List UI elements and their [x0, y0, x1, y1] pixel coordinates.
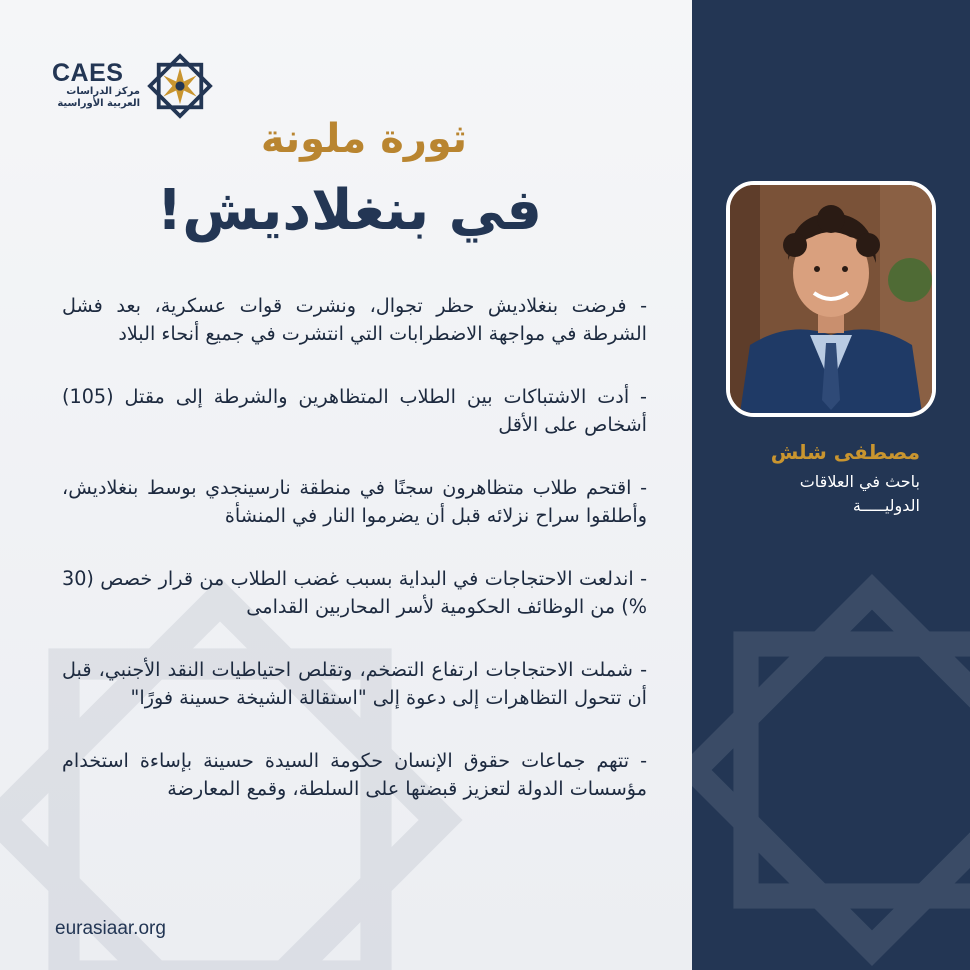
- author-portrait-illustration: [730, 185, 932, 413]
- author-name: مصطفى شلش: [770, 440, 920, 464]
- bullet-item: - تتهم جماعات حقوق الإنسان حكومة السيدة حسينة بإساءة استخدام مؤسسات الدولة لتعزيز قبضتها على السلطة، وقمع المعارضة: [62, 749, 647, 800]
- logo-subtitle-line2: العربية الأوراسية: [57, 98, 140, 109]
- author-role-line2: الدوليـــــة: [852, 496, 920, 515]
- logo-subtitle-line1: مركز الدراسات: [66, 86, 140, 97]
- side-star-watermark-icon: [692, 560, 970, 970]
- bullet-item: - شملت الاحتجاجات ارتفاع التضخم، وتقلص احتياطيات النقد الأجنبي، قبل أن تتحول التظاهرات إلى دعوة إلى "استقالة الشيخة حسينة فورًا": [62, 658, 647, 709]
- bullet-list: [62, 292, 647, 838]
- bullet-item: - اندلعت الاحتجاجات في البداية بسبب غضب الطلاب من قرار خصص (30 %) من الوظائف الحكومية لأسر المحاربين القدامى: [62, 567, 647, 618]
- caes-logo[interactable]: [52, 46, 222, 126]
- author-role-line1: باحث في العلاقات: [799, 472, 920, 491]
- author-photo: [726, 181, 936, 417]
- eight-point-star-logo-icon: [142, 48, 218, 124]
- author-role: [720, 470, 920, 518]
- bullet-item: - فرضت بنغلاديش حظر تجوال، ونشرت قوات عسكرية، بعد فشل الشرطة في مواجهة الاضطرابات التي انتشرت في جميع أنحاء البلاد: [62, 294, 647, 345]
- title-line1: ثورة ملونة: [260, 116, 467, 162]
- bullet-item: - أدت الاشتباكات بين الطلاب المتظاهرين والشرطة إلى مقتل (105) أشخاص على الأقل: [62, 385, 647, 436]
- title-line2: في بنغلاديش!: [156, 178, 542, 243]
- bullet-item: - اقتحم طلاب متظاهرون سجنًا في منطقة نارسينجدي بوسط بنغلاديش، وأطلقوا سراح نزلائه قبل أن يضرموا النار في المنشأة: [62, 476, 647, 527]
- logo-text: [52, 60, 140, 110]
- logo-caes-text: CAES: [52, 59, 124, 87]
- website-link[interactable]: eurasiaar.org: [55, 918, 166, 939]
